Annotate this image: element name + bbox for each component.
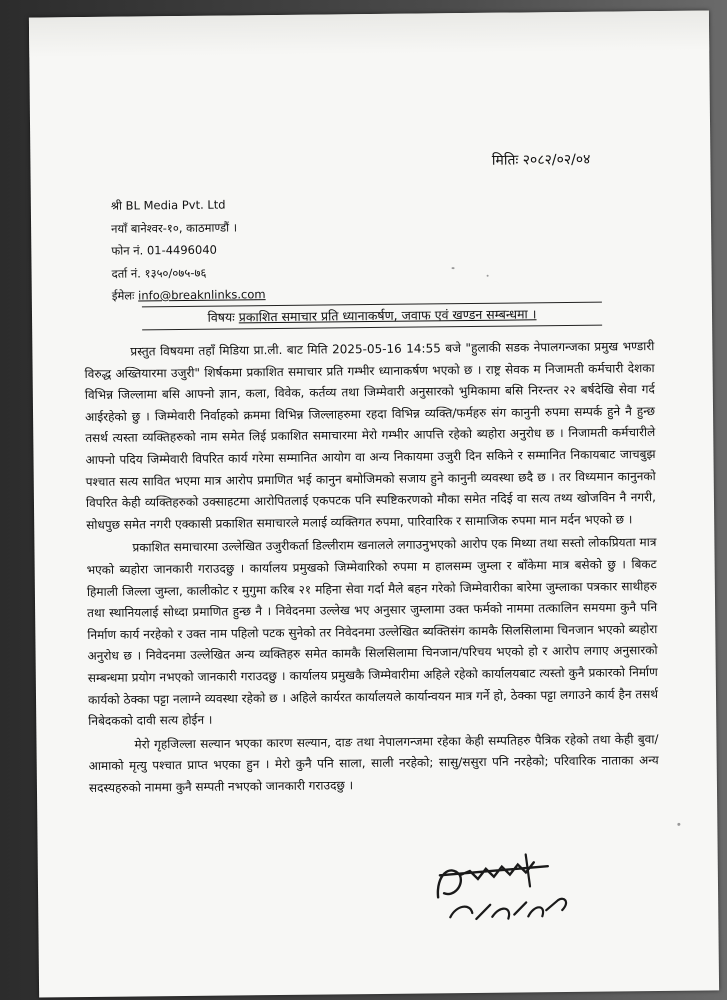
- letter-page: [29, 10, 719, 997]
- scan-speck: [677, 823, 680, 826]
- subject-line: [142, 302, 602, 331]
- letter-date: मितिः २०८२/०२/०४: [491, 151, 591, 169]
- body-paragraph-1: प्रस्तुत विषयमा तहाँ मिडिया प्रा.ली. बाट मिति 2025-05-16 14:55 बजे "हुलाकी सडक नेपालगन्जका प्रमुख भण्डारी विरुद्ध अख्तियारमा उजुरी" शिर्षकमा प्रकाशित समाचार प्रति गम्भीर ध्यानाकर्षण भएको छ । राष्ट्र सेवक म निजामती कर्मचारी देशका विभिन्न जिल्लामा बसि आफ्नो ज्ञान, कला, विवेक, कर्तव्य तथा जिम्मेवारी अनुसारको भुमिकामा बसि निरन्तर २२ बर्षदेखि सेवा गर्द आईरहेको छु । जिम्मेवारी निर्वाहको क्रममा विभिन्न जिल्लाहरुमा रहदा विभिन्न व्यक्ति/फर्महरु संग कानुनी रुपमा सम्पर्क हुने नै हुन्छ तसर्थ त्यस्ता व्यक्तिहरुको नाम समेत लिई प्रकाशित समाचारमा मेरो गम्भीर आपत्ति रहेको ब्यहोरा अनुरोध छ । निजामती कर्मचारीले आफ्नो पदिय जिम्मेवारी विपरित कार्य गरेमा सम्मानित आयोग वा अन्य निकायमा उजुरी दिन सकिने र सम्मानित निकायबाट जाचबुझ पश्चात सत्य सावित भएमा मात्र आरोप प्रमाणित भई कानुन बमोजिमको सजाय हुने कानुनी व्यवस्था छदै छ । तर विध्यमान कानुनको विपरित केही व्यक्तिहरुको उक्साहटमा आरोपितलाई एकपटक पनि स्पष्टिकरणको मौका समेत नदिई वा सत्य तथ्य खोजविन नै नगरी, सोधपुछ समेत नगरी एक्कासी प्रकाशित समाचारले मलाई व्यक्तिगत रुपमा, पारिवारिक र सामाजिक रुपमा मान मर्दन भएको छ ।: [84, 339, 657, 532]
- body-paragraph-2: प्रकाशित समाचारमा उल्लेखित उजुरीकर्ता डिल्लीराम खनालले लगाउनुभएको आरोप एक मिथ्या तथा सस्तो लोकप्रियता मात्र भएको ब्यहोरा जानकारी गराउदछु । कार्यालय प्रमुखको जिम्मेवारिको रुपमा म हालसम्म जुम्ला र बाँकेमा मात्र बसेको छु । बिकट हिमाली जिल्ला जुम्ला, कालीकोट र मुगुमा करिब २१ महिना सेवा गर्दा मैले बहन गरेको जिम्मेवारीका बारेमा जुम्लाका पत्रकार साथीहरु तथा स्थानियलाई सोध्दा प्रमाणित हुन्छ नै । निवेदनमा उल्लेख भए अनुसार जुम्लामा उक्त फर्मको नाममा तत्कालिन समयमा कुनै पनि निर्माण कार्य नरहेको र उक्त नाम पहिलो पटक सुनेको तर निवेदनमा उल्लेखित ब्यक्तिसंग कामकै सिलसिलामा चिनजान भएको ब्यहोरा अनुरोध छ । निवेदनमा उल्लेखित अन्य व्यक्तिहरु समेत कामकै सिलसिलामा चिनजान/परिचय भएको हो र आरोप लगाए अनुसारको सम्बन्धमा प्रयोग नभएको जानकारी गराउदछु । कार्यालय प्रमुखकै जिम्मेवारीमा अहिले रहेको कार्यालयबाट त्यस्तो कुनै प्रकारको निर्माण कार्यको ठेक्का पट्टा नलाग्ने व्यवस्था रहेको छ । अहिले कार्यरत कार्यालयले कार्यान्वयन मात्र गर्ने हो, ठेक्का पट्टा लगाउने कार्य हैन तसर्थ निबेदकको दावी सत्य होईन ।: [86, 535, 659, 729]
- body-paragraph-3: मेरो गृहजिल्ला सल्यान भएका कारण सल्यान, दाङ तथा नेपालगन्जमा रहेका केही सम्पतिहरु पैत्रिक रहेको तथा केही बुवा/आमाको मृत्यु पश्चात प्राप्त भएका हुन । मेरो कुनै पनि साला, साली नरहेको; सासु/ससुरा पनि नरहेको; परिवारिक नाताका अन्य सदस्यहरुको नाममा कुनै सम्पती नभएको जानकारी गराउदछु ।: [88, 731, 659, 795]
- email-value: info@breaknlinks.com: [138, 287, 266, 303]
- handwritten-signature: [430, 844, 581, 936]
- phone-label: फोन नं.: [111, 243, 144, 258]
- phone-value: 01-4496040: [146, 242, 217, 258]
- scan-speck: [487, 275, 489, 277]
- scan-speck: [452, 267, 455, 269]
- email-label: ईमेलः: [111, 288, 135, 303]
- recipient-org: श्री BL Media Pvt. Ltd: [110, 197, 226, 213]
- reg-label: दर्ता नं.: [111, 265, 141, 281]
- recipient-email-line: [112, 283, 266, 307]
- signature-drawing: [430, 844, 581, 936]
- recipient-phone-line: [111, 238, 265, 262]
- subject-label: विषयः: [207, 309, 235, 325]
- recipient-address: [111, 193, 266, 307]
- recipient-reg-line: [111, 261, 265, 285]
- letter-body: [84, 336, 659, 801]
- reg-value: १३५०/०७५-७६: [144, 265, 207, 280]
- subject-text: प्रकाशित समाचार प्रति ध्यानाकर्षण, जवाफ एवं खण्डन सम्बन्धमा ।: [238, 306, 537, 325]
- recipient-location: नयाँ बानेश्वर-१०, काठमाण्डौं ।: [111, 219, 238, 236]
